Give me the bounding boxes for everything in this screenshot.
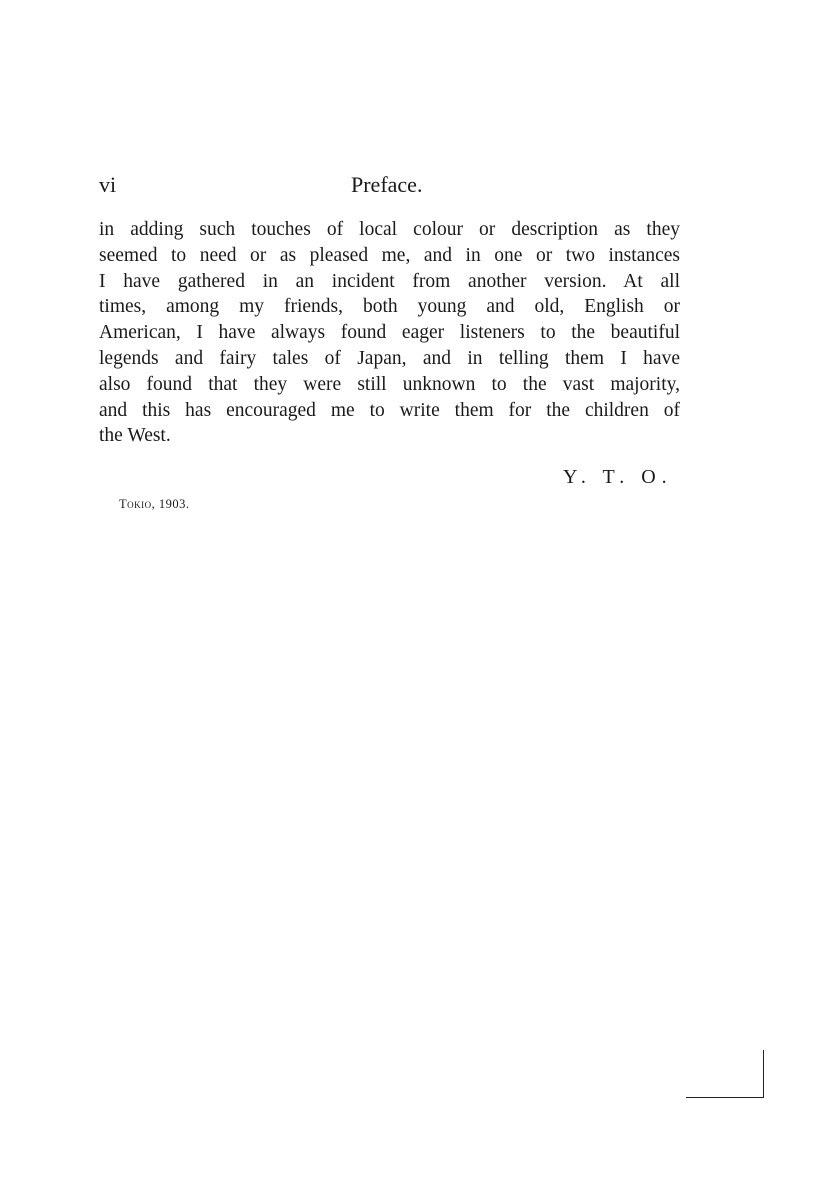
page-header: [99, 172, 680, 204]
text-line: the West.: [99, 425, 171, 447]
scan-margin-mark: [763, 1050, 764, 1098]
text-line: also found that they were still unknown to the vast majority,: [99, 373, 680, 395]
running-title: Preface.: [351, 172, 423, 197]
text-line: times, among my friends, both young and old, English or: [99, 296, 680, 318]
scan-margin-mark: [686, 1097, 764, 1098]
page-number: vi: [99, 172, 117, 197]
preface-body: [99, 217, 680, 449]
text-line: I have gathered in an incident from another version. At all: [99, 270, 680, 292]
author-initials: Y. T. O.: [563, 466, 673, 488]
text-line: legends and fairy tales of Japan, and in telling them I have: [99, 347, 680, 369]
text-line: seemed to need or as pleased me, and in one or two instances: [99, 244, 680, 266]
text-line: American, I have always found eager listeners to the beautiful: [99, 322, 680, 344]
place-date: Tokio, 1903.: [119, 497, 190, 511]
text-line: in adding such touches of local colour or description as they: [99, 219, 680, 240]
text-line: and this has encouraged me to write them for the children of: [99, 399, 680, 421]
